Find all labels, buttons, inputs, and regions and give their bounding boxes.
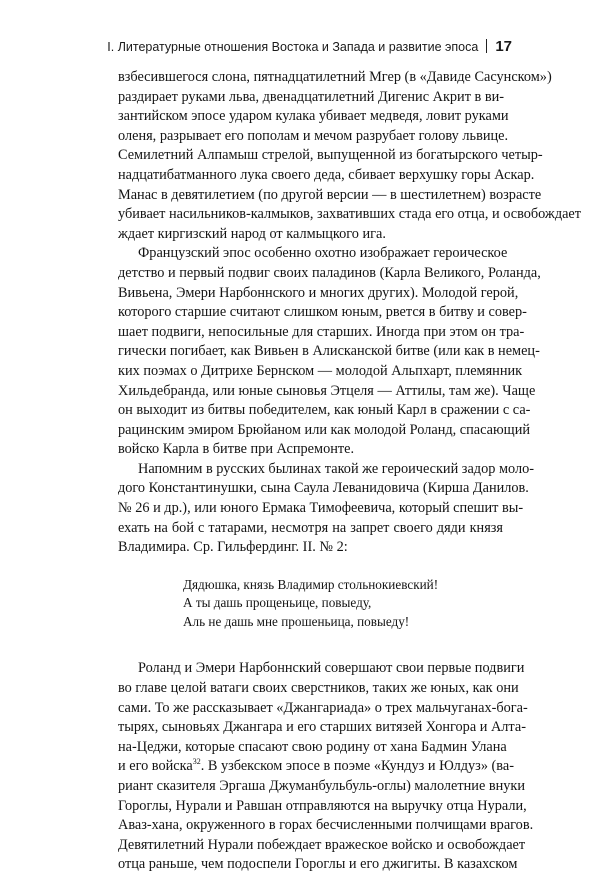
text-line: Аваз-хана, окруженного в горах бесчисленными полчищами врагов. xyxy=(118,817,534,834)
text-line: Напомним в русских былинах такой же героический задор моло- xyxy=(138,460,534,477)
text-line: Гороглы, Нурали и Равшан отправляются на выручку отца Нурали, xyxy=(118,797,527,814)
text-line: сами. То же рассказывает «Джангариада» о трех мальчуганах-бога- xyxy=(118,699,528,716)
text-line: надцатибатманного лука своего деда, сбивает верхушку горы Аскар. xyxy=(118,166,535,183)
verse-quote xyxy=(183,576,503,632)
text-line: Хильдебранда, или юные сыновья Этцеля — Аттилы, там же). Чаще xyxy=(118,382,536,399)
text-line: войско Карла в битве при Аспремонте. xyxy=(118,441,355,458)
text-line: которого старшие считают слишком юным, рвется в битву и совер- xyxy=(118,304,527,321)
text-line: шает подвиги, непосильные для старших. Иногда при этом он тра- xyxy=(118,323,525,340)
text-line: ехать на бой с татарами, несмотря на запрет своего дяди князя xyxy=(118,519,503,536)
text-line: риант сказителя Эргаша Джуманбульбуль-оглы) малолетние внуки xyxy=(118,777,526,794)
text-line: Французский эпос особенно охотно изображает героическое xyxy=(138,245,508,262)
text-line: тырях, сыновьях Джангара и его старших витязей Хонгора и Алта- xyxy=(118,719,526,736)
text-line: убивает насильников-калмыков, захвативших стада его отца, и освобождает xyxy=(118,206,582,223)
text-line: Владимира. Ср. Гильфердинг. II. № 2: xyxy=(118,539,348,556)
text-line: во главе целой ватаги своих сверстников, таких же юных, как они xyxy=(118,679,519,696)
text-line: Семилетний Алпамыш стрелой, выпущенной из богатырского четыр- xyxy=(118,147,543,164)
text-line: рацинским эмиром Брюйаном или как молодой Роланд, спасающий xyxy=(118,421,530,438)
text-line: Манас в девятилетием (по другой версии — в шестилетнем) возрасте xyxy=(118,186,542,203)
text-line: ких поэмах о Дитрихе Бернском — молодой Альпхарт, племянник xyxy=(118,362,523,379)
verse-line: Дядюшка, князь Владимир стольнокиевский! xyxy=(183,576,439,592)
paragraph-1 xyxy=(118,68,582,244)
page-number: 17 xyxy=(495,38,512,55)
text-line-with-note xyxy=(118,757,514,777)
text-line: Вивьена, Эмери Нарбоннского и многих других). Молодой герой, xyxy=(118,284,519,301)
text-line: раздирает руками льва, двенадцатилетний Дигенис Акрит в ви- xyxy=(118,88,505,105)
text-line: отца раньше, чем подоспели Гороглы и его джигиты. В казахском xyxy=(118,856,518,873)
header-separator xyxy=(486,39,487,53)
text-line: Девятилетний Нурали побеждает вражеское войско и освобождает xyxy=(118,836,526,853)
text-body xyxy=(118,68,582,875)
text-line: взбесившегося слона, пятнадцатилетний Мгер (в «Давиде Сасунском») xyxy=(118,69,552,85)
text-line: ждает киргизский народ от калмыцкого ига. xyxy=(118,225,386,242)
verse-line: А ты дашь прощеньице, повыеду, xyxy=(183,595,372,611)
paragraph-4 xyxy=(118,659,534,875)
text-line: зантийском эпосе ударом кулака убивает медведя, ловит руками xyxy=(118,108,509,125)
text-fragment: и его войска xyxy=(118,758,193,775)
paragraph-3 xyxy=(118,460,534,558)
text-line: № 26 и др.), или юного Ермака Тимофеевича, который спешит вы- xyxy=(118,500,524,517)
text-line: на-Цеджи, которые спасают свою родину от хана Бадмин Улана xyxy=(118,738,507,755)
chapter-title: I. Литературные отношения Востока и Запада и развитие эпоса xyxy=(107,40,479,54)
text-line: он выходит из битвы победителем, как юный Карл в сражении с са- xyxy=(118,402,531,419)
verse-line: Аль не дашь мне прошеньица, повыеду! xyxy=(183,613,410,629)
text-line: гически погибает, как Вивьен в Алисканской битве (или как в немец- xyxy=(118,343,540,360)
running-head xyxy=(100,38,512,55)
paragraph-2 xyxy=(118,244,541,460)
text-fragment: . В узбекском эпосе в поэме «Кундуз и Юлдуз» (ва- xyxy=(200,758,514,775)
text-line: Роланд и Эмери Нарбоннский совершают свои первые подвиги xyxy=(138,660,525,677)
text-line: оленя, разрывает его пополам и мечом разрубает голову львице. xyxy=(118,127,509,144)
text-line: детство и первый подвиг своих паладинов (Карла Великого, Роланда, xyxy=(118,264,541,281)
footnote-ref[interactable]: 32 xyxy=(192,757,201,767)
text-line: дого Константинушки, сына Саула Леванидовича (Кирша Данилов. xyxy=(118,480,529,497)
